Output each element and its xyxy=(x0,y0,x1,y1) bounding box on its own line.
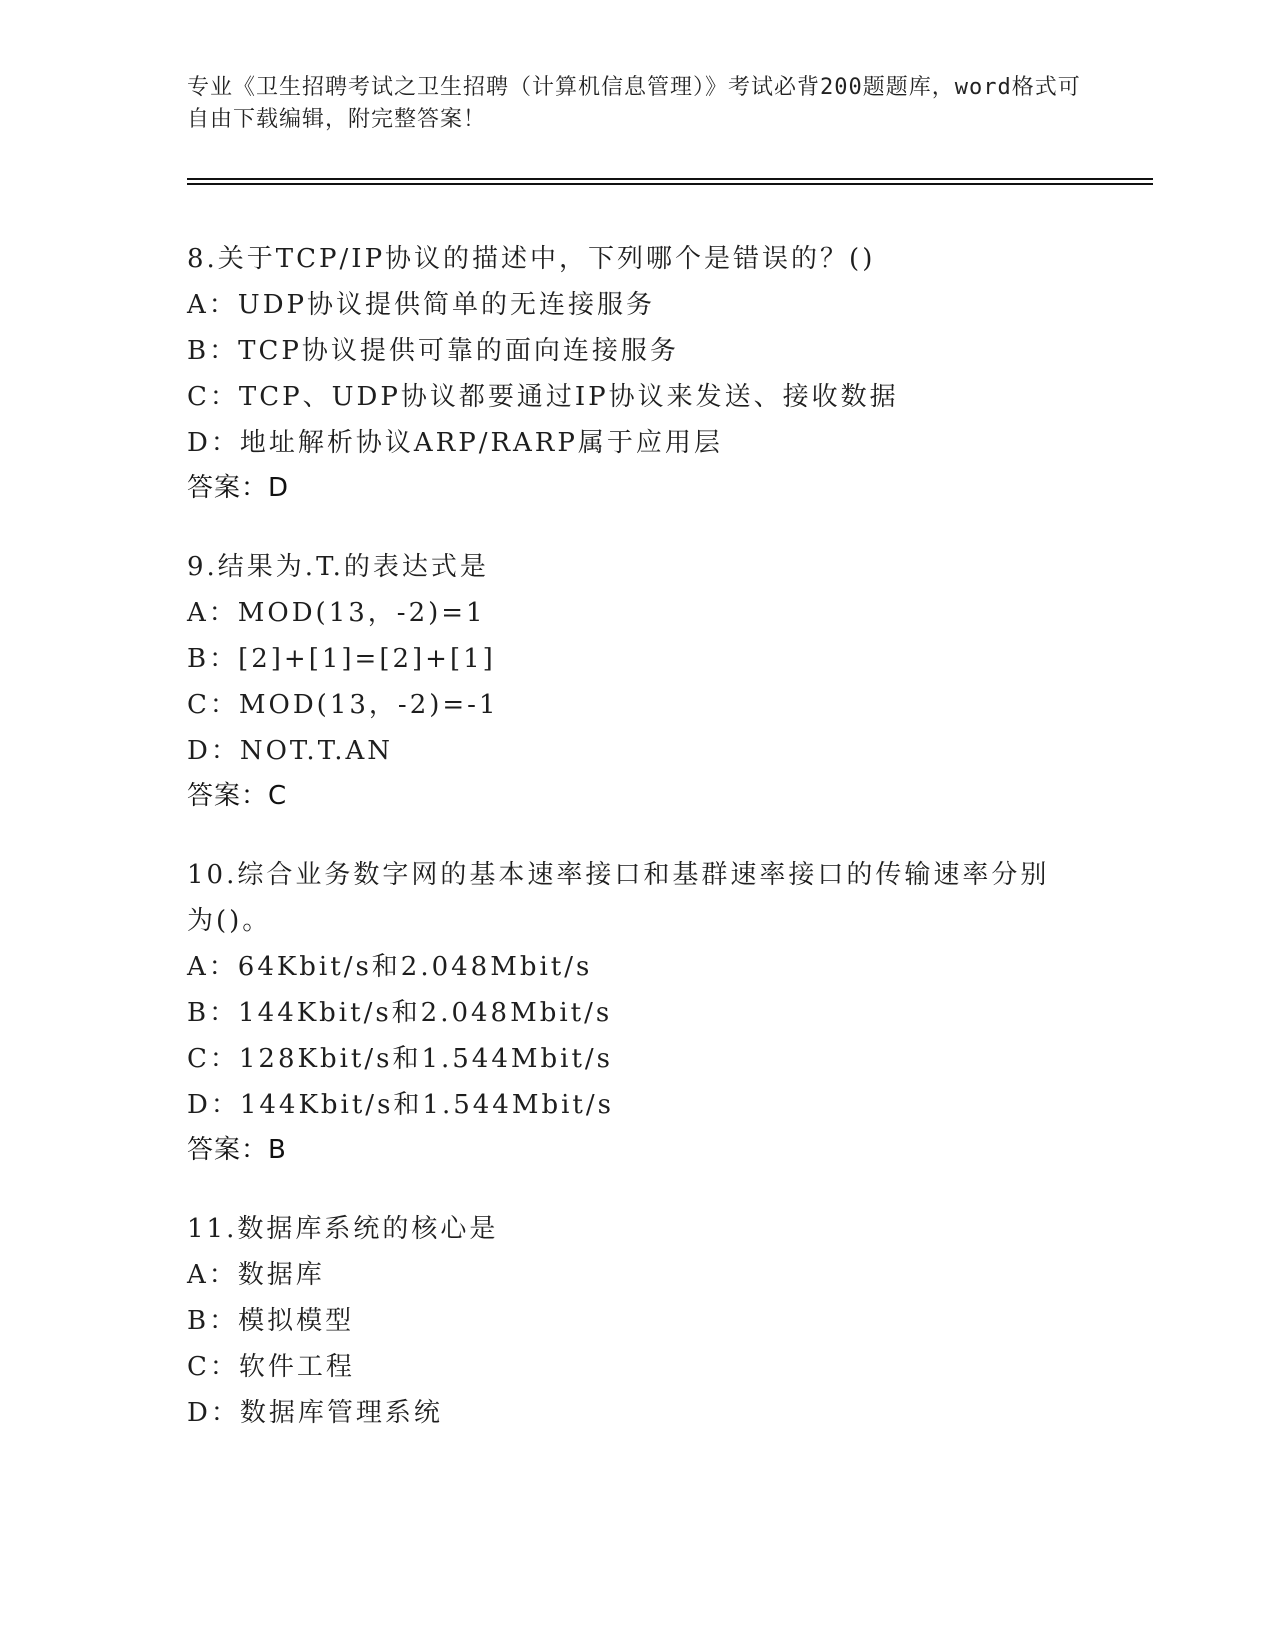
option-b: B：[2]+[1]=[2]+[1] xyxy=(187,644,496,674)
answer-line: 答案：D xyxy=(187,473,290,503)
option-a: A：UDP协议提供简单的无连接服务 xyxy=(187,290,656,320)
question-stem: 8.关于TCP/IP协议的描述中，下列哪个是错误的？() xyxy=(187,244,876,274)
option-a: A：数据库 xyxy=(187,1260,325,1290)
option-c: C：128Kbit/s和1.544Mbit/s xyxy=(187,1044,614,1074)
document-intro: 专业《卫生招聘考试之卫生招聘（计算机信息管理）》考试必背200题题库，word格式可自由下载编辑，附完整答案！ xyxy=(187,75,1081,132)
answer-line: 答案：B xyxy=(187,1135,287,1165)
option-c: C：软件工程 xyxy=(187,1352,355,1382)
question-11 xyxy=(187,1206,1087,1436)
option-b: B：144Kbit/s和2.048Mbit/s xyxy=(187,998,613,1028)
option-c: C：TCP、UDP协议都要通过IP协议来发送、接收数据 xyxy=(187,382,899,412)
question-stem: 11.数据库系统的核心是 xyxy=(187,1214,499,1244)
option-c: C：MOD(13，-2)=-1 xyxy=(187,690,499,720)
option-d: D：数据库管理系统 xyxy=(187,1398,443,1428)
question-list xyxy=(187,236,1087,1470)
option-d: D：144Kbit/s和1.544Mbit/s xyxy=(187,1090,614,1120)
question-stem: 10.综合业务数字网的基本速率接口和基群速率接口的传输速率分别为()。 xyxy=(187,860,1050,936)
option-b: B：模拟模型 xyxy=(187,1306,355,1336)
option-d: D：NOT.T.AN xyxy=(187,736,394,766)
question-stem: 9.结果为.T.的表达式是 xyxy=(187,552,489,582)
header-divider-top xyxy=(187,178,1153,180)
question-10 xyxy=(187,852,1087,1172)
option-a: A：MOD(13，-2)=1 xyxy=(187,598,486,628)
question-9 xyxy=(187,544,1087,818)
option-b: B：TCP协议提供可靠的面向连接服务 xyxy=(187,336,679,366)
answer-line: 答案：C xyxy=(187,781,288,811)
option-d: D：地址解析协议ARP/RARP属于应用层 xyxy=(187,428,723,458)
header-divider-bottom xyxy=(187,183,1153,185)
question-8 xyxy=(187,236,1087,510)
option-a: A：64Kbit/s和2.048Mbit/s xyxy=(187,952,593,982)
